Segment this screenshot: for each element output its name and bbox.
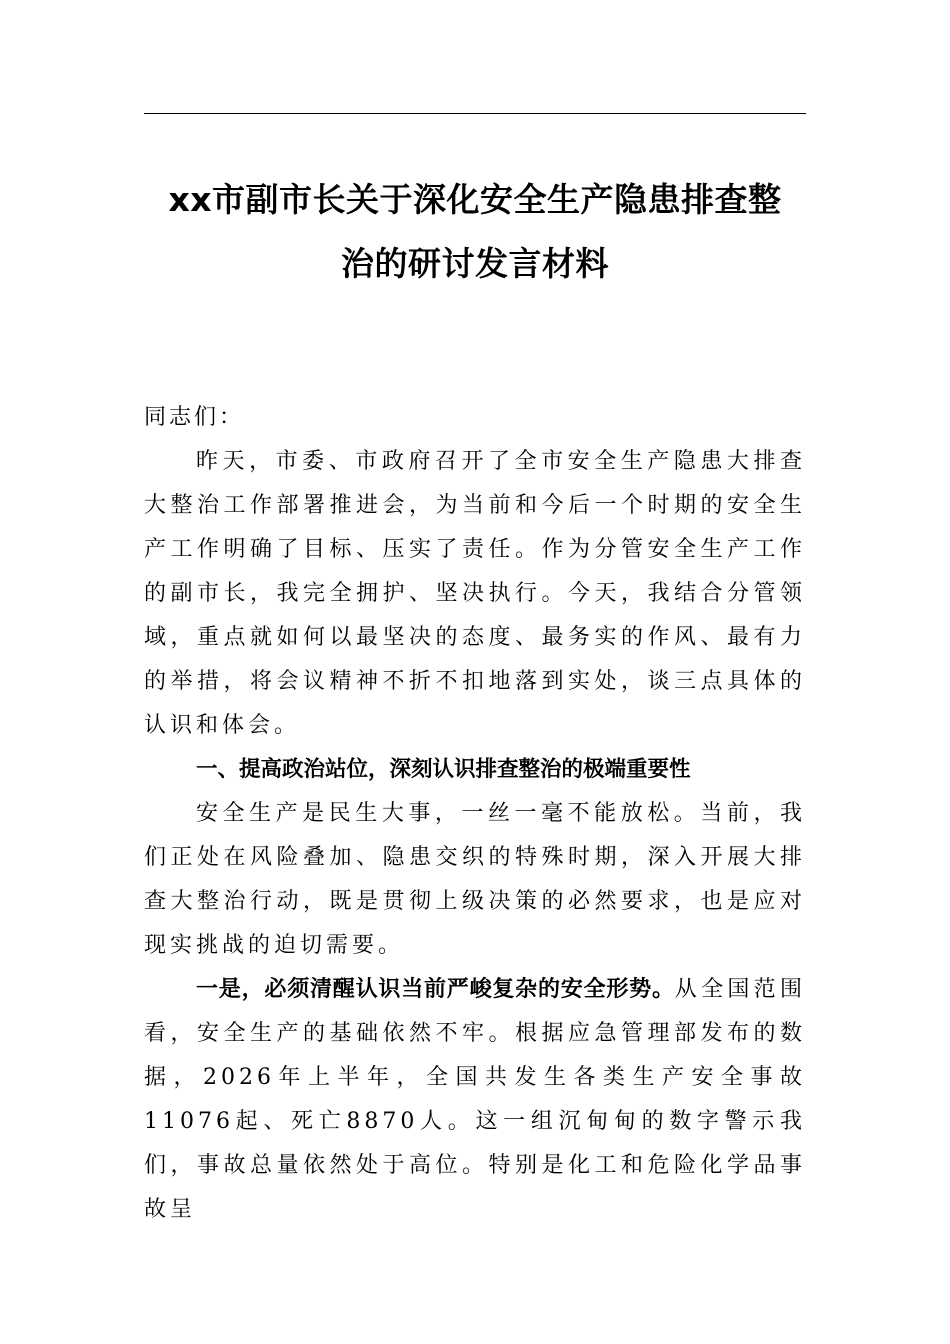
paragraph-section-1: 安全生产是民生大事，一丝一毫不能放松。当前，我们正处在风险叠加、隐患交织的特殊时期，深入开展大排查大整治行动，既是贯彻上级决策的必然要求，也是应对现实挑战的迫切需要。	[144, 801, 806, 958]
title-line-1: xx市副市长关于深化安全生产隐患排查整	[168, 180, 782, 219]
point-1-lead: 一是，必须清醒认识当前严峻复杂的安全形势。	[196, 977, 675, 1002]
document-title	[144, 168, 806, 296]
header-rule	[144, 113, 806, 114]
greeting: 同志们：	[144, 405, 245, 430]
point-1-text: 从全国范围看，安全生产的基础依然不牢。根据应急管理部发布的数据，2026年上半年，全国共发生各类生产安全事故11076起、死亡8870人。这一组沉甸甸的数字警示我们，事故总量依然处于高位。特别是化工和危险化学品事故呈	[144, 977, 806, 1222]
title-line-2: 治的研讨发言材料	[341, 244, 609, 283]
section-heading-1: 一、提高政治站位，深刻认识排查整治的极端重要性	[196, 757, 691, 782]
document-body	[144, 396, 806, 1232]
paragraph-point-1	[144, 968, 806, 1232]
paragraph-intro: 昨天，市委、市政府召开了全市安全生产隐患大排查大整治工作部署推进会，为当前和今后一个时期的安全生产工作明确了目标、压实了责任。作为分管安全生产工作的副市长，我完全拥护、坚决执行。今天，我结合分管领域，重点就如何以最坚决的态度、最务实的作风、最有力的举措，将会议精神不折不扣地落到实处，谈三点具体的认识和体会。	[144, 449, 806, 738]
